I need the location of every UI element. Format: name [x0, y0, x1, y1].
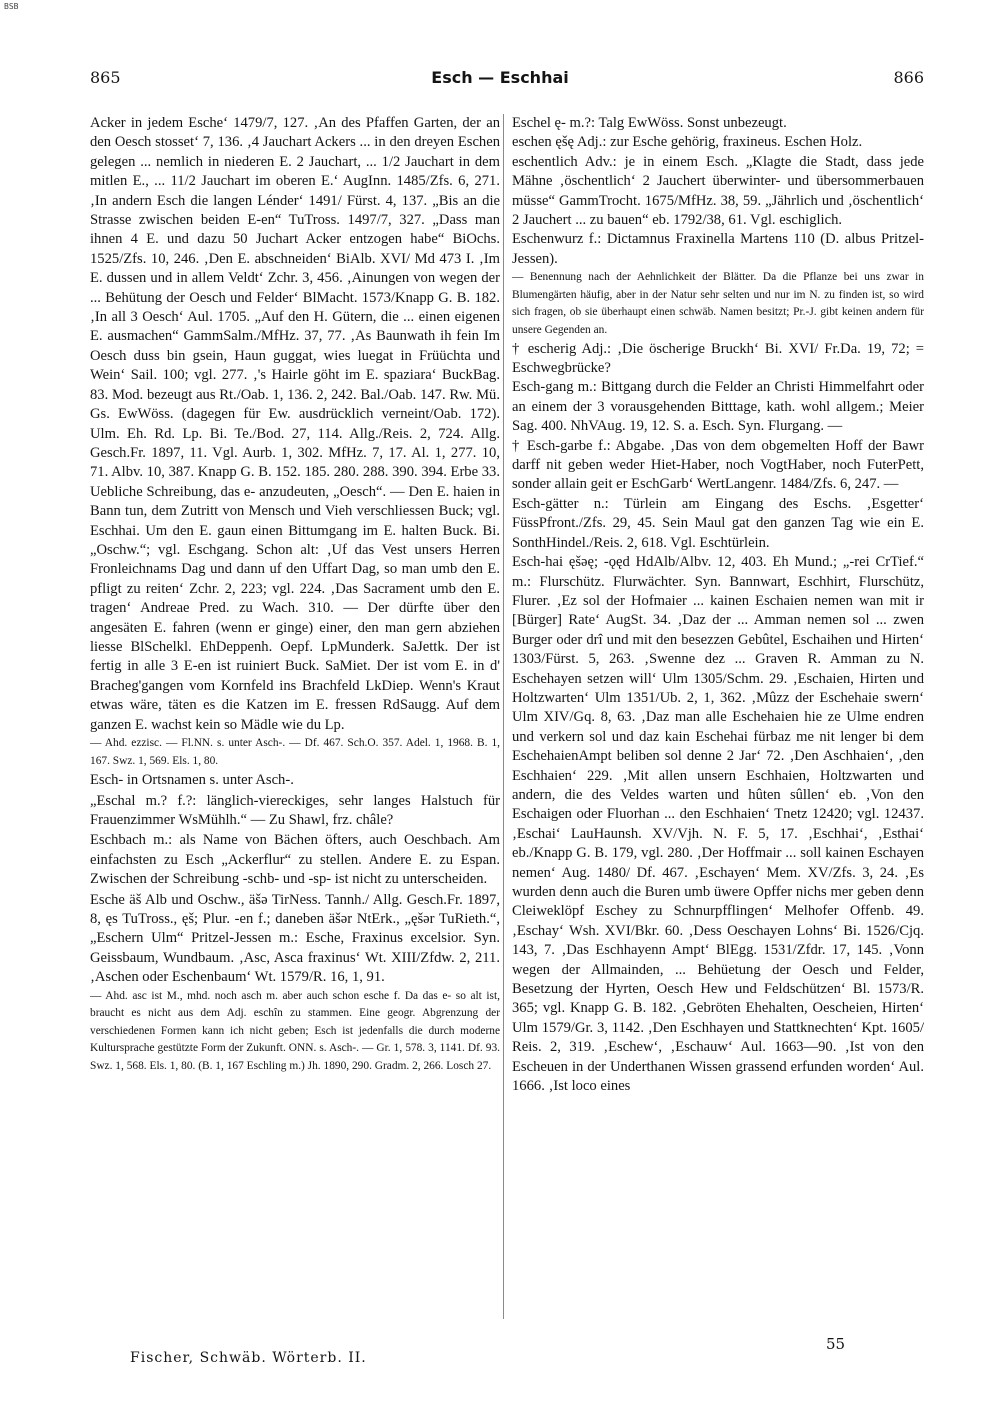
entry-eschal: „Eschal m.? f.?: länglich-viereckiges, sehr langes Halstuch für Frauenzimmer WsMühlh.“ — Zu Shawl, frz. châle?	[90, 792, 500, 828]
entry-eschbach: Eschbach m.: als Name von Bächen öfters, auch Oeschbach. Am einfachsten zu Esch „Ackerflur“ zu stellen. Andere E. zu Espan. Zwischen der Schreibung -schb- und -sp- ist nicht zu unterscheiden.	[90, 832, 500, 888]
entry-eschenwurz: Eschenwurz f.: Dictamnus Fraxinella Martens 110 (D. albus Pritzel-Jessen).	[512, 231, 924, 267]
sheet-signature: 55	[826, 1335, 846, 1353]
page-title: Esch — Eschhai	[431, 68, 569, 87]
entry-eschentlich: eschentlich Adv.: je in einem Esch. „Klagte die Stadt, dass jede Mähne ‚öschentlich‘ 2 Jauchert überwinter- und übersommerbauen müsse“ GammTrocht. 1675/MfHz. 38, 59. „Jährlich und ‚öschentlich‘ 2 Jauchert ... zu bauen“ eb. 1792/38, 61. Vgl. eschiglich.	[512, 153, 924, 229]
note-eschenwurz: — Benennung nach der Aehnlichkeit der Blätter. Da die Pflanze bei uns zwar in Blumengärten häufig, aber in der Natur sehr selten und nur im N. zu finden ist, so wird sich fragen, ob sie überhaupt einen schwäb. Namen besitzt; Pr.-J. gibt keinen andern für unsere Gegenden an.	[512, 271, 924, 337]
entry-eschel: Eschel ę- m.?: Talg EwWöss. Sonst unbezeugt.	[512, 115, 787, 131]
entry-esch-garbe: † Esch-garbe f.: Abgabe. ‚Das von dem obgemelten Hoff der Bawr darff nit geben weder Hiet-Haber, noch VogtHaber, noch FuterPett, sonder allain geit er EschGarb‘ WertLangenr. 1484/Zfs. 6, 247. —	[512, 437, 924, 493]
footer-author: Fischer, Schwäb. Wörterb. II.	[130, 1350, 367, 1366]
etymology-note-esch: — Ahd. ezzisc. — Fl.NN. s. unter Asch-. — Df. 467. Sch.O. 357. Adel. 1, 1968. B. 1, 167. Swz. 1, 569. Els. 1, 80.	[90, 737, 500, 767]
entry-escherig: † escherig Adj.: ‚Die öscherige Bruckh‘ Bi. XVI/ Fr.Da. 19, 72; = Eschwegbrücke?	[512, 340, 924, 377]
entry-esch-continued: Acker in jedem Esche‘ 1479/7, 127. ‚An des Pfaffen Garten, der an den Oesch stosset‘ 7, 136. ‚4 Jauchart Ackers ... in den dreyen Eschen gelegen ... nemlich in niederen E. 2 Jauchart, ... 1/2 Jauchart in dem mitlen E., ... 11/2 Jauchart im oberen E.‘ AugInn. 1485/Zfs. 6, 271. ‚In andern Esch die langen Lénder‘ 1491/ Fürst. 4, 137. „Bis an die Strasse zwischen beiden E-en“ TuTross. 1497/7, 327. „Dass man ihnen 4 E. und dazu 50 Juchart Acker entzogen habe“ BiOchs. 1525/Zfs. 10, 246. ‚Den E. abschneiden‘ BiAlb. XVI/ Md 473 I. ‚Im E. dussen und in allem Veldt‘ Zchr. 3, 456. ‚Ainungen von wegen der ... Behütung der Oesch und Felder‘ BlMacht. 1573/Knapp G. B. 182. ‚In all 3 Oesch‘ Aul. 1705. „Auf den H. Gütern, die ... einen eigenen E. ausmachen“ GammSalm./MfHz. 37, 77. ‚As Baunwath ih fein Im Oesch duss bin gsein, Haun guggat, wies luegat in Früüchta und Wein‘ Sail. 100; vgl. 277. ‚'s Hairle göht im E. spaziara‘ BuckBag. 83. Mod. bezeugt aus Rt./Oab. 1, 136. 2, 242. Bal./Oab. 147. Rw. Mü. Gs. EwWöss. (dagegen für Ew. ausdrücklich verneint/Oab. 172). Ulm. Eh. Rd. Lp. Bi. Te./Bod. 27, 114. Allg./Reis. 2, 724. Allg. Gesch.Fr. 1897, 11. Vgl. Aurb. 1, 302. MfHz. 7, 17. Al. 1, 277. 10, 71. Albv. 10, 387. Knapp G. B. 152. 185. 280. 288. 390. 394. Erbe 33. Uebliche Schreibung, das e- anzudeuten, „Oesch“. — Den E. haien in Bann tun, dem Zutritt von Mensch und Vieh verschliessen Buck; vgl. Eschhai. Um den E. gaun einen Bittumgang im E. halten Buck. Bi. „Oschw.“; vgl. Eschgang. Schon alt: ‚Uf das Vest unsers Herren Fronleichnams Dag und dann uf den Uffart Dag, so man umb den E. pfligt zu reiten‘ Zchr. 2, 223; vgl. 224. ‚Das Sacrament umb den E. tragen‘ Andreae Pred. zu Wach. 310. — Der dürfte über den angesäten E. fahren (wenn er ginge) einer, den man gern abziehen liesse BlSchelkl. EhDeppenh. Oepf. LpMunderk. SaJettk. Der ist fertig in alle 3 E-en ist ruiniert Buck. SaMiet. Der ist vom E. in d' Bracheg'gangen vom Kornfeld ins Brachfeld LkDiep. Wenn's Kraut etwas wäre, täten es die Katzen im E. fressen RdSaugg. Auf dem ganzen E. wachst kein so Mädle wie du Lp.	[90, 115, 500, 733]
entry-esch-gaetter: Esch-gätter n.: Türlein am Eingang des Eschs. ‚Esgetter‘ FüssPfront./Zfs. 29, 45. Sein Maul gat den ganzen Tag wie ein E. SonthHindel./Reis. 2, 618. Vgl. Eschtürlein.	[512, 495, 924, 551]
entry-esch-hai: Esch-hai ęšəę; -ǫęd HdAlb/Albv. 12, 403. Eh Mund.; „-rei CrTief.“ m.: Flurschütz. Flurwächter. Syn. Bannwart, Eschhirt, Flurschütz, Flurer. ‚Ez sol der Hofmaier ... kainen Eschaien nemen wan mit ir [Bürger] Rate‘ AugSt. 34. ‚Daz der ... Amman nemen sol ... zwen Burger oder drî und mit den besezzen Gebûtel, Eschaihen und Hirten‘ 1303/Fürst. 5, 263. ‚Swenne dez ... Graven R. Amman zu N. Eschehayen setzen will‘ Ulm 1305/Schm. 29. ‚Eschaien, Hirten und Holtzwarten‘ Ulm 1351/Ub. 2, 1, 362. ‚Mûzz der Eschehaie swern‘ Ulm XIV/Gq. 8, 63. ‚Daz man alle Eschehaien hie ze Ulme endren und verkern sol und daz kain Eschehai fürbaz me nit lenger bi dem EschehaienAmpt beliben sol denne 2 Jar‘ 72. ‚Den Aschhaien‘, ‚den Eschhaien‘ 229. ‚Mit allen unsern Eschhaien, Holtzwarten und andern, die des Veldes warten und hûten sûllen‘ eb. ‚Von den Eschaigen oder Fluorhan ... den Eschhaien‘ Tnetz 12420; vgl. 12437. ‚Eschai‘ LauHaunsh. XV/Vjh. N. F. 5, 17. ‚Eschhai‘, ‚Esthai‘ eb./Knapp G. B. 179, vgl. 280. ‚Der Hoffmair ... soll kainen Eschayen nemen‘ Aug. 1480/ Df. 467. ‚Eschayen‘ Mem. XV/Zfs. 3, 24. ‚Es wurden denn auch die Buren umb üwere Opffer nichs mer geben denn Cleiweklöpf Eschey zu Schnurpfflingen‘ Melhofer Offenb. 49. ‚Eschay‘ Wsh. XVI/Bkr. 60. ‚Dess Oeschayen Lohns‘ Bi. 1526/Cjq. 143, 7. ‚Das Eschhayenn Ampt‘ BlEgg. 1531/Zfdr. 17, 145. ‚Vonn wegen der Allmainden, ... Behüetung der Oesch und Felder, Besetzung der Hyrten, Oesch Hew und Feldschützen‘ Bl. 1573/R. 365; vgl. Knapp G. B. 182. ‚Gebröten Ehehalten, Oescheien, Hirten‘ Ulm 1579/Gr. 3, 1142. ‚Den Eschhayen und Stattknechten‘ Kpt. 1605/ Reis. 2, 319. ‚Eschew‘, ‚Eschauw‘ Aul. 1663—90. ‚Ist von den Escheuen in der Underthanen Wissen grassend erfunden worden‘ Aul. 1666. ‚Ist loco eines	[512, 554, 924, 1095]
etymology-note-esche: — Ahd. asc ist M., mhd. noch asch m. aber auch schon esche f. Da das e- so alt ist, braucht es nicht aus dem Adj. eschîn zu stammen. Eine geogr. Abgrenzung der verschiedenen Formen kann ich nicht geben; Esch ist jedenfalls die durch moderne Kultursprache gestützte Form der Zukunft. ONN. s. Asch-. — Gr. 1, 578. 3, 1141. Df. 93. Swz. 1, 568. Els. 1, 80. (B. 1, 167 Eschling m.) Jh. 1890, 290. Gradm. 2, 266. Losch 27.	[90, 989, 500, 1073]
library-stamp: BSB	[4, 2, 19, 11]
right-page-number: 866	[893, 68, 924, 87]
entry-esch-gang: Esch-gang m.: Bittgang durch die Felder an Christi Himmelfahrt oder an einem der 3 vorausgehenden Bitttage, kath. wohl allgem.; Meier Sag. 400. NhVAug. 19, 12. S. a. Esch. Syn. Flurgang. —	[512, 379, 924, 435]
entry-esch-ortsnamen: Esch- in Ortsnamen s. unter Asch-.	[90, 772, 294, 789]
left-page-number: 865	[90, 68, 121, 87]
entry-esche: Esche äš Alb und Oschw., äšə TirNess. Tannh./ Allg. Gesch.Fr. 1897, 8, ęs TuTross., ęš; Plur. -en f.; daneben äšər NtErk., „ęšər TuRieth.“, „Eschern Ulm“ Pritzel-Jessen m.: Esche, Fraxinus excelsior. Syn. Geissbaum, Wundbaum. ‚Asc, Asca fraxinus‘ Wt. XIII/Zfdw. 2, 211. ‚Aschen oder Eschenbaum‘ Wt. 1579/R. 16, 1, 91.	[90, 891, 500, 986]
column-divider	[503, 114, 504, 1319]
left-column	[90, 114, 500, 1076]
right-column	[512, 114, 924, 1096]
entry-eschen: eschen ęšę Adj.: zur Esche gehörig, fraxineus. Eschen Holz.	[512, 134, 863, 151]
